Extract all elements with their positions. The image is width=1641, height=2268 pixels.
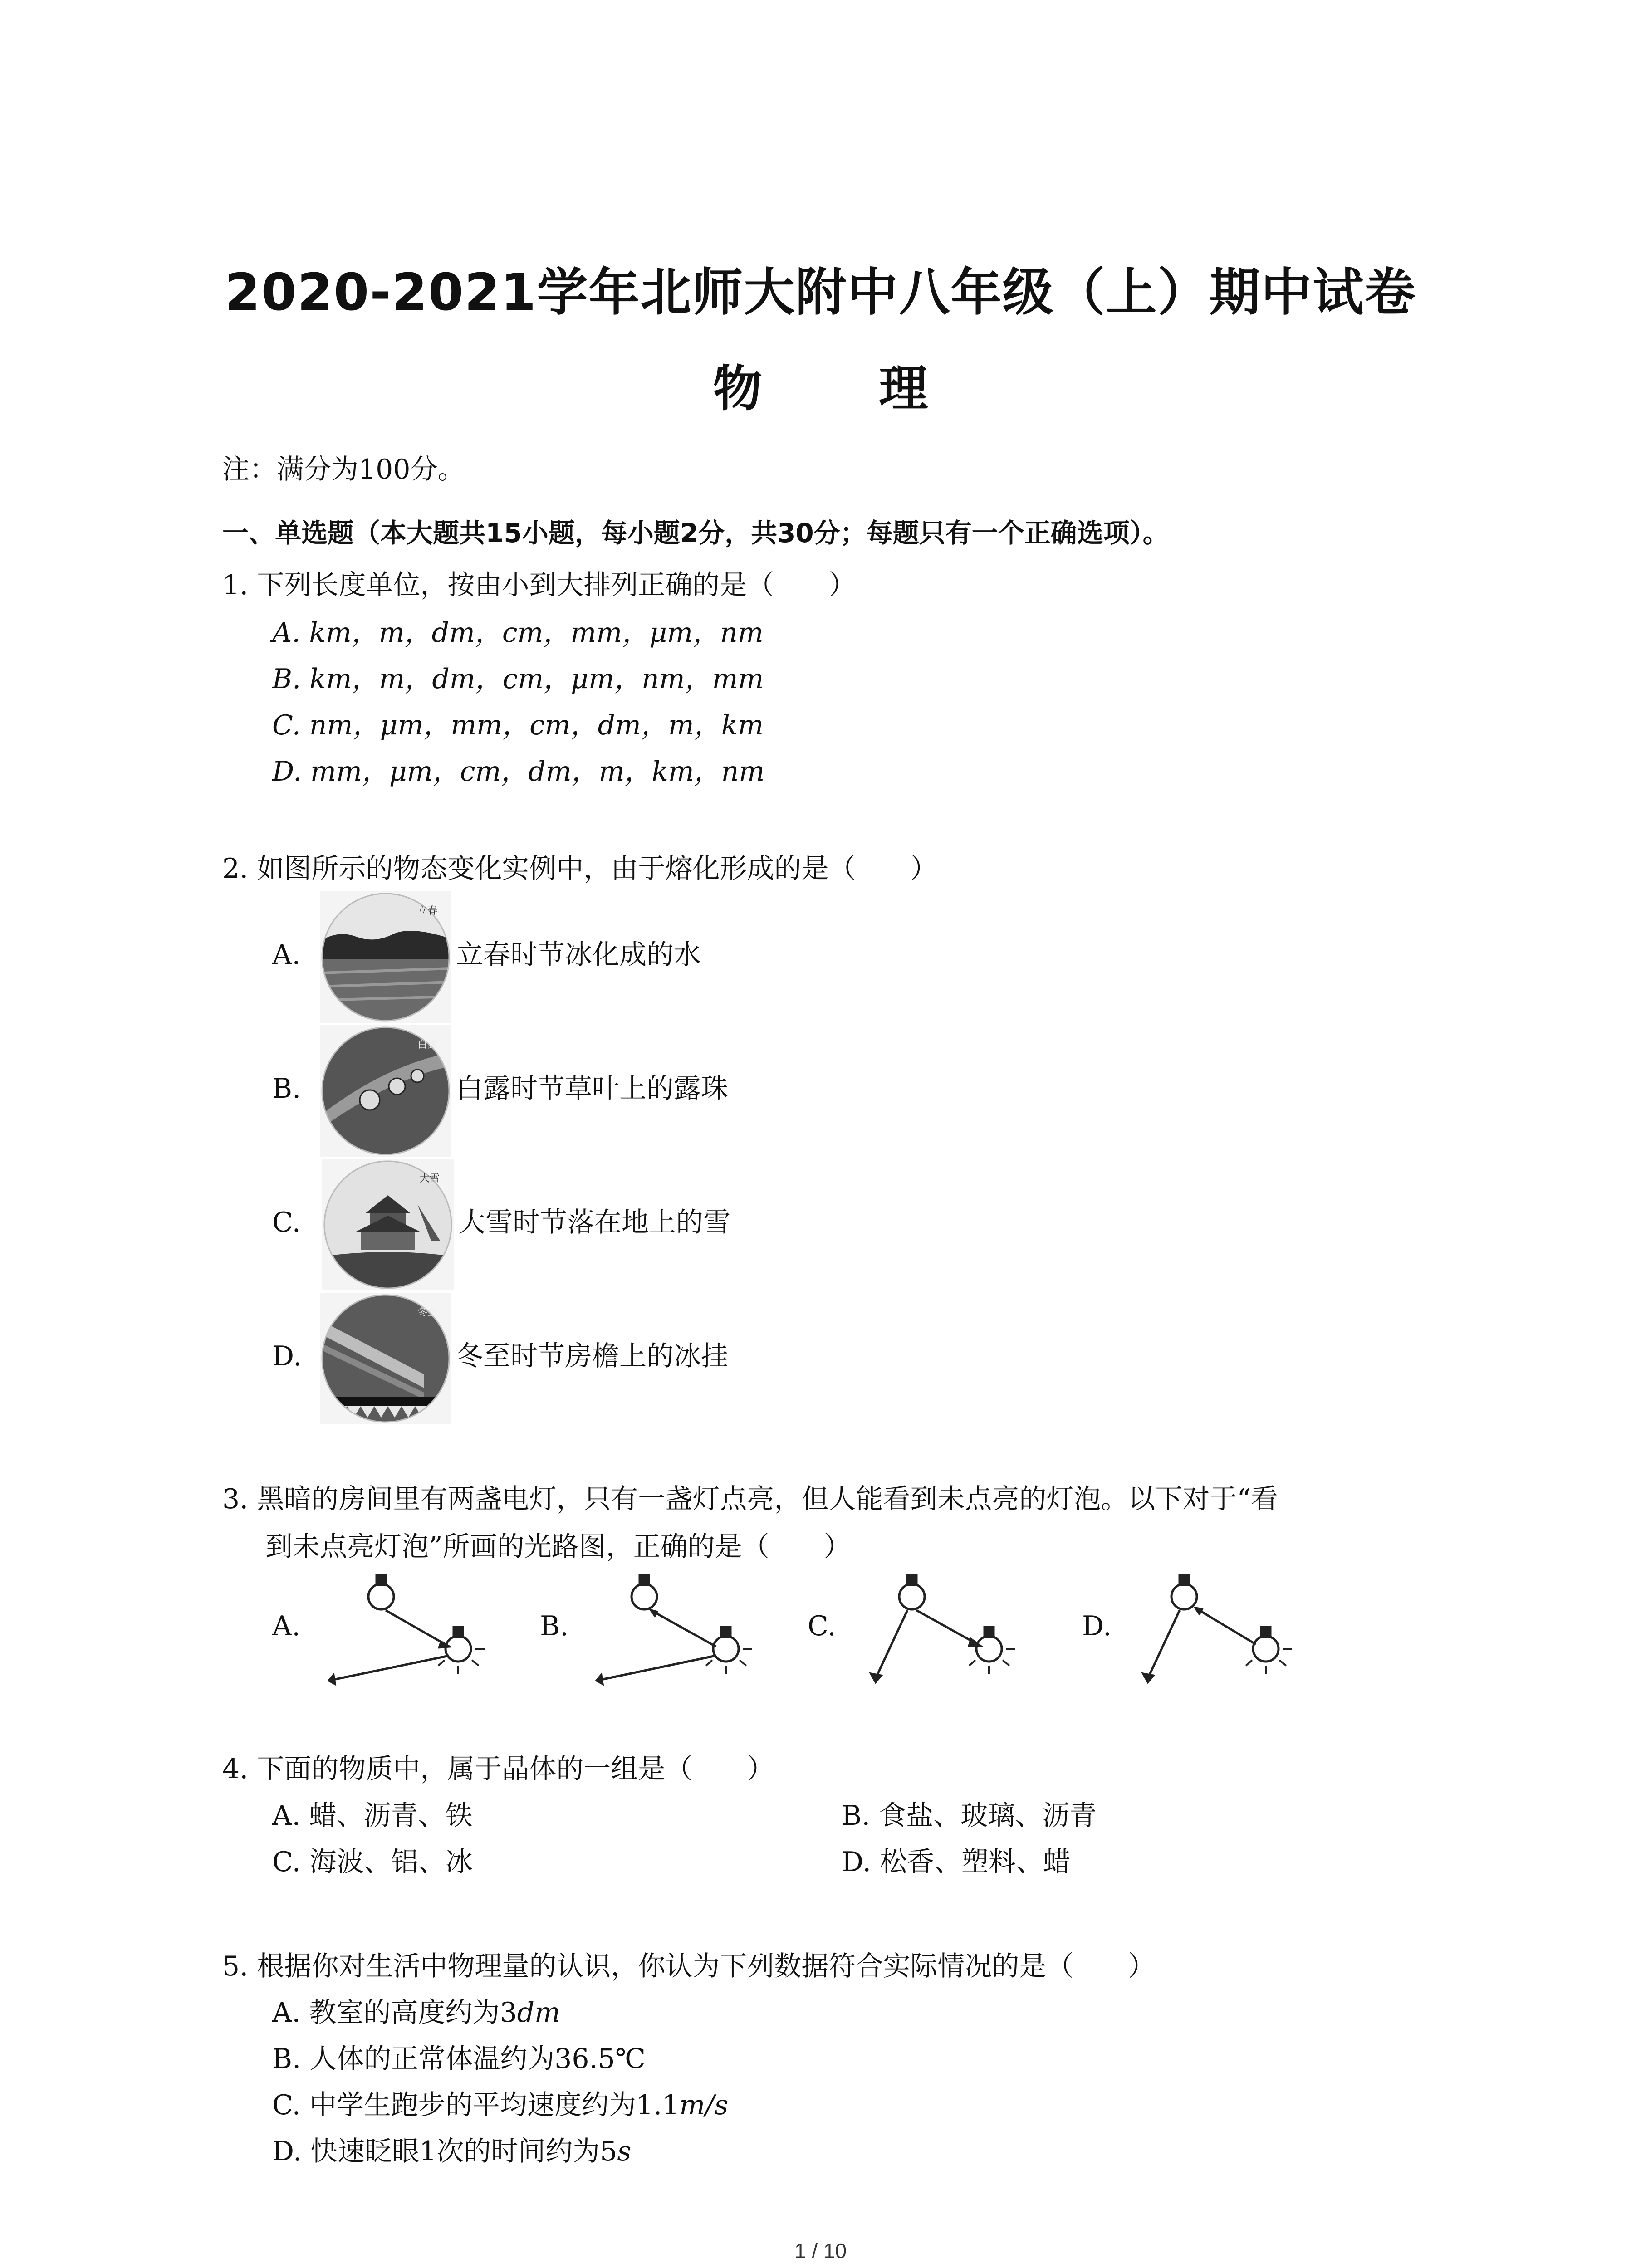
exam-subject: 物 理: [713, 361, 978, 417]
q5-stem: 5. 根据你对生活中物理量的认识，你认为下列数据符合实际情况的是（ ）: [222, 1950, 1156, 1982]
q2-stem: 2. 如图所示的物态变化实例中，由于熔化形成的是（ ）: [222, 853, 938, 885]
q3-light-path-diagram-d: [1121, 1565, 1311, 1701]
q3-stem-line1: 3. 黑暗的房间里有两盏电灯，只有一盏灯点亮，但人能看到未点亮的灯泡。以下对于“看: [222, 1483, 1278, 1515]
q2-option-d-letter: D.: [272, 1340, 302, 1372]
q1-option-c: C. nm，μm，mm，cm，dm，m，km: [272, 709, 764, 741]
q4-stem: 4. 下面的物质中，属于晶体的一组是（ ）: [222, 1753, 774, 1785]
snow-on-ground-image: [322, 1159, 454, 1290]
q2-option-d-text: 冬至时节房檐上的冰挂: [456, 1340, 728, 1372]
spring-ice-melting-image: [320, 891, 451, 1023]
q5-option-d: [272, 2136, 631, 2167]
section-heading: 一、单选题（本大题共15小题，每小题2分，共30分；每题只有一个正确选项）。: [222, 518, 1169, 548]
q5-option-b: [272, 2043, 646, 2075]
q5-option-a-text: A. 教室的高度约为3: [272, 1997, 517, 2028]
q5-option-c-text: C. 中学生跑步的平均速度约为1.1: [272, 2089, 680, 2121]
q4-option-d: D. 松香、塑料、蜡: [842, 1846, 1071, 1878]
q1-option-a: A. km，m，dm，cm，mm，μm，nm: [272, 617, 764, 649]
icicles-on-eaves-image: [320, 1293, 451, 1424]
seal-text: 大雪: [420, 1173, 440, 1184]
exam-title: 2020-2021学年北师大附中八年级（上）期中试卷: [225, 263, 1416, 322]
q3-option-b-letter: B.: [540, 1610, 569, 1642]
q2-option-c-text: 大雪时节落在地上的雪: [458, 1207, 730, 1238]
q3-stem-line2: 到未点亮灯泡”所画的光路图，正确的是（ ）: [265, 1531, 851, 1563]
seal-text: 白露: [417, 1039, 438, 1051]
q3-option-d-letter: D.: [1082, 1610, 1112, 1642]
q5-option-c: [272, 2089, 728, 2121]
q2-option-a-letter: A.: [272, 939, 301, 971]
score-note: 注：满分为100分。: [222, 454, 465, 485]
q3-option-a-letter: A.: [272, 1610, 301, 1642]
q1-option-d: D. mm，μm，cm，dm，m，km，nm: [272, 756, 765, 787]
q4-option-c: C. 海波、铝、冰: [272, 1846, 473, 1878]
q4-option-b: B. 食盐、玻璃、沥青: [842, 1800, 1097, 1832]
q3-light-path-diagram-a: [313, 1565, 504, 1701]
q2-option-a-text: 立春时节冰化成的水: [456, 939, 701, 971]
q3-light-path-diagram-c: [848, 1565, 1039, 1701]
q2-option-c-letter: C.: [272, 1207, 301, 1238]
q1-stem: 1. 下列长度单位，按由小到大排列正确的是（ ）: [222, 569, 856, 601]
q5-option-a-unit: dm: [517, 1997, 560, 2028]
q2-option-b-text: 白露时节草叶上的露珠: [456, 1073, 728, 1105]
seal-text: 立春: [417, 905, 438, 917]
q2-option-b-letter: B.: [272, 1073, 301, 1105]
q5-option-c-unit: m/s: [679, 2089, 729, 2121]
q4-option-a: A. 蜡、沥青、铁: [272, 1800, 473, 1832]
q5-option-a: [272, 1997, 560, 2028]
q3-light-path-diagram-b: [581, 1565, 771, 1701]
q1-option-b: B. km，m，dm，cm，μm，nm，mm: [272, 663, 764, 695]
q5-option-d-text: D. 快速眨眼1次的时间约为5: [272, 2136, 617, 2167]
q5-option-d-unit: s: [617, 2136, 632, 2167]
seal-text: 冬至: [417, 1307, 438, 1318]
page-number: 1 / 10: [794, 2239, 847, 2263]
dew-on-grass-image: [320, 1025, 451, 1157]
q3-option-c-letter: C.: [808, 1610, 836, 1642]
q5-option-b-text: B. 人体的正常体温约为36.5℃: [272, 2043, 646, 2075]
